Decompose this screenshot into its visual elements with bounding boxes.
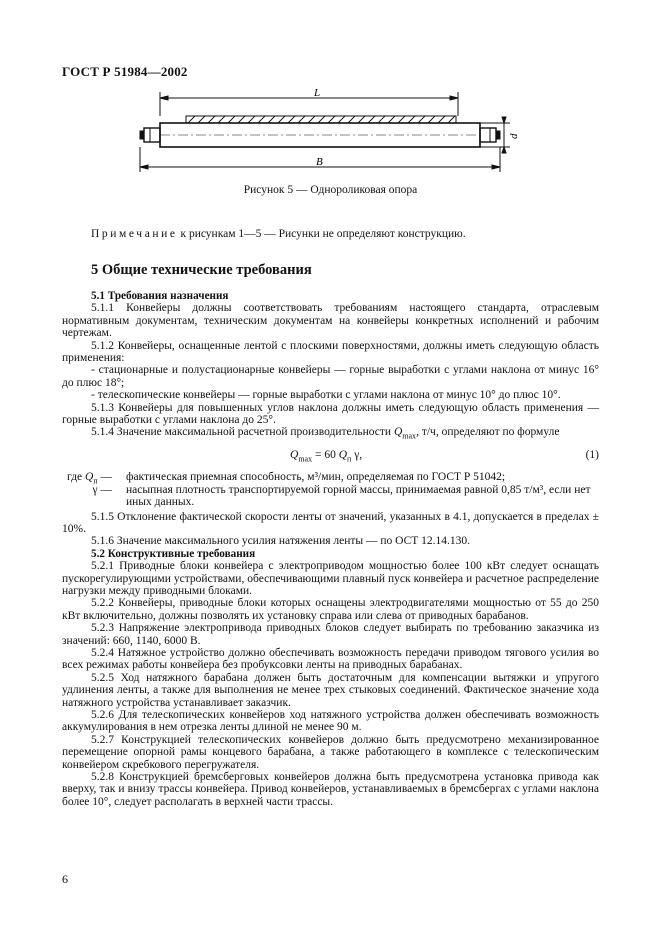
- clause-5-2-8: 5.2.8 Конструкцией бремсберговых конвейеров должна быть предусмотрена установка привода как вверху, так и внизу трассы конвейера. Привод конвейеров, устанавливаемых в бремсбергах с углами наклона более 10°, следует располагать в верхней части трассы.: [62, 771, 599, 808]
- definition-symbol: γ —: [92, 483, 112, 496]
- definition-qn: [62, 471, 599, 486]
- figure-note: [91, 228, 466, 240]
- dim-B-label: B: [316, 156, 323, 168]
- standard-header: ГОСТ Р 51984—2002: [62, 64, 188, 79]
- clause-5-2-7: 5.2.7 Конструкцией телескопических конвейеров должно быть предусмотрено механизированное перемещение опорной рамы концевого барабана, а также работающего в комплексе с телескопическим конвейером скребкового перегружателя.: [62, 733, 599, 771]
- shaft-cap-right: [496, 131, 500, 139]
- formula-expression: $Q_{max} = 60$ $Q_п$ γ,: [290, 448, 363, 464]
- note-text: к рисункам 1—5 — Рисунки не определяют конструкцию.: [177, 228, 466, 240]
- clause-5-1-5: 5.1.5 Отклонение фактической скорости ленты от значений, указанных в 4.1, допускается в пределах ± 10%.: [62, 510, 599, 535]
- dim-L-arrow-left: [160, 96, 168, 100]
- clause-5-1-3: 5.1.3 Конвейеры для повышенных углов наклона должны иметь следующую область применения — горные выработки с углами наклона до 25°.: [62, 401, 599, 427]
- definition-text: фактическая приемная способность, м³/мин, определяемая по ГОСТ Р 51042;: [126, 471, 506, 484]
- clause-5-2-1: 5.2.1 Приводные блоки конвейера с электроприводом мощностью более 100 кВт следует оснащать пускорегулирующими устройствами, обеспечивающими плавный пуск конвейера и расчетное распределение нагрузки между приводными блоками.: [62, 560, 599, 597]
- formula-1: [62, 448, 599, 464]
- formula-number: (1): [585, 448, 599, 461]
- clause-5-1-2-item-a: - стационарные и полустационарные конвейеры — горные выработки с углами наклона от минус 16° до плюс 18°;: [62, 364, 599, 389]
- note-label: Примечание: [91, 228, 178, 240]
- formula-definitions: [62, 471, 599, 508]
- roller-support-drawing: [138, 88, 538, 180]
- figure-caption: Рисунок 5 — Однороликовая опора: [243, 184, 418, 196]
- section-body: [62, 290, 599, 808]
- clause-5-2-5: 5.2.5 Ход натяжного барабана должен быть достаточным для компенсации вытяжки и упругого удлинения ленты, а также для выполнения не менее трех стыковых соединений. Фактическое значение хода натяжного устройства устанавливает заказчик.: [62, 671, 599, 709]
- shaft-end-left: [144, 128, 160, 142]
- clause-5-1-2-item-b: - телескопические конвейеры — горные выработки с углами наклона от минус 10° до плюс 10°.: [91, 389, 561, 402]
- shaft-end-right: [480, 128, 496, 142]
- clause-5-2-3: 5.2.3 Напряжение электропривода приводных блоков следует выбирать по требованию заказчика из значений: 660, 1140, 6000 В.: [62, 622, 599, 647]
- section-title: 5 Общие технические требования: [91, 262, 312, 278]
- dim-L-arrow-right: [450, 96, 458, 100]
- definition-gamma: [62, 484, 599, 509]
- clause-5-1-4: 5.1.4 Значение максимальной расчетной производительности $Q_{max}$, т/ч, определяют по формуле: [91, 426, 560, 441]
- dim-d-label: d: [508, 133, 520, 139]
- clause-5-1-2: 5.1.2 Конвейеры, оснащенные лентой с плоскими поверхностями, должны иметь следующую область применения:: [62, 339, 599, 365]
- subsection-heading-5-1: 5.1 Требования назначения: [91, 290, 229, 302]
- definition-symbol: где $Q_п$ —: [67, 471, 112, 486]
- shaft-cap-left: [140, 131, 144, 139]
- definition-text: насыпная плотность транспортируемой горной массы, принимаемая равной 0,85 т/м³, если нет иных данных.: [126, 483, 591, 509]
- clause-5-2-4: 5.2.4 Натяжное устройство должно обеспечивать возможность передачи приводом тягового усилия во всех режимах работы конвейера без пробуксовки ленты на приводных барабанах.: [62, 646, 599, 672]
- dim-L-label: L: [314, 88, 321, 99]
- page-number: 6: [62, 872, 68, 886]
- tube-hatching: [188, 116, 455, 123]
- subsection-heading-5-2: 5.2 Конструктивные требования: [91, 547, 256, 560]
- clause-5-1-1: 5.1.1 Конвейеры должны соответствовать требованиям настоящего стандарта, отраслевым нормативным документам, техническим документам на конвейеры конкретных исполнений и рабочим чертежам.: [62, 302, 599, 340]
- clause-5-1-6: 5.1.6 Значение максимального усилия натяжения ленты — по ОСТ 12.14.130.: [91, 535, 471, 548]
- clause-5-2-6: 5.2.6 Для телескопических конвейеров ход натяжного устройства должен обеспечивать возможность аккумулирования в нем отрезка ленты длиной не менее 90 м.: [62, 709, 599, 734]
- clause-5-2-2: 5.2.2 Конвейеры, приводные блоки которых оснащены электродвигателями мощностью от 55 до 250 кВт включительно, должны позволять их установку справа или слева от приводных барабанов.: [62, 597, 599, 622]
